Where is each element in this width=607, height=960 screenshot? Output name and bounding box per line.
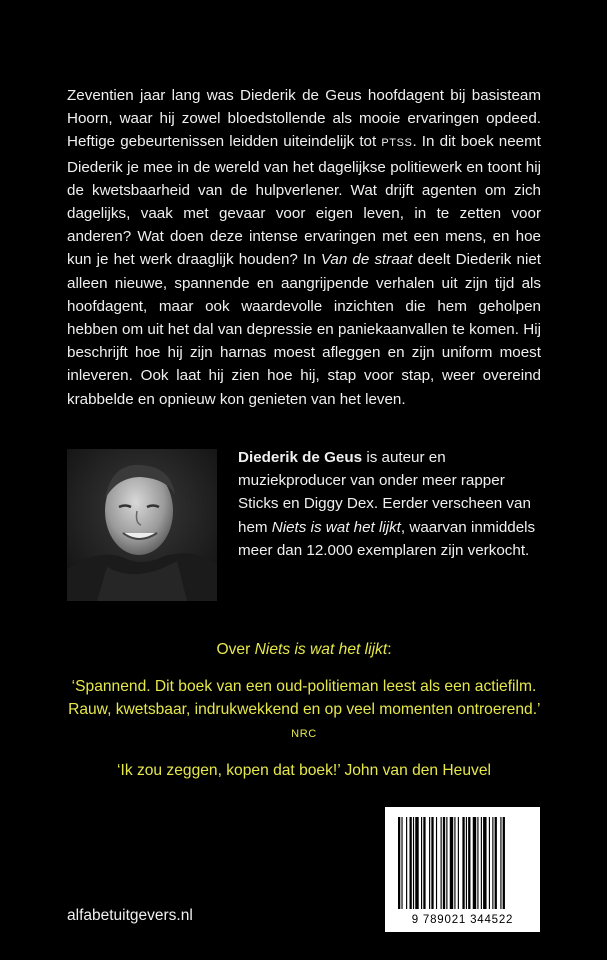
author-bio-text-1: is auteur en muziekproducer van onder meer rapper Sticks en Diggy Dex. Eerder verscheen van hem: [238, 449, 531, 536]
author-photo: [67, 449, 217, 601]
review-quote-nrc: ‘Spannend. Dit boek van een oud-politieman leest als een actiefilm. Rauw, kwetsbaar, indrukwekkend en op veel momenten ontroerend.’ NRC: [68, 678, 540, 740]
author-bio: [238, 446, 541, 562]
publisher-url: alfabetuitgevers.nl: [67, 907, 193, 924]
isbn-barcode: [385, 807, 540, 932]
isbn-digits: 9 789021 344522: [411, 914, 514, 926]
author-bio-text-2: , waarvan inmiddels meer dan 12.000 exemplaren zijn verkocht.: [238, 518, 536, 559]
author-name: Diederik de Geus: [238, 449, 363, 466]
blurb-ptss: PTSS: [381, 137, 413, 150]
reviews-heading-book-title: Niets is wat het lijkt: [254, 641, 388, 658]
reviews-heading: Over Niets is wat het lijkt:: [216, 641, 392, 658]
blurb-text-1: Zeventien jaar lang was Diederik de Geus hoofdagent bij basisteam Hoorn, waar hij zowel bloedstollende als mooie ervaringen opdeed. Heftige gebeurtenissen leidden uiteindelijk tot: [67, 87, 541, 151]
previous-book-title: Niets is wat het lijkt: [271, 518, 401, 536]
blurb-text-2: . In dit boek neemt Diederik je mee in de wereld van het dagelijkse politiewerk en toont hij de kwetsbaarheid van de hulpverlener. Wat drijft agenten om zich dagelijks, vaak met gevaar voor eigen leven, in te zetten voor anderen? Wat doen deze intense ervaringen met een mens, en hoe kun je het werk draaglijk houden? In: [67, 133, 541, 269]
blurb-text-3: deelt Diederik niet alleen nieuwe, spannende en aangrijpende verhalen uit zijn tijd als hoofdagent, maar ook waardevolle inzichten die hem geholpen hebben om uit het dal van depressie en paniekaanvallen te komen. Hij beschrijft hoe hij zijn harnas moest afleggen en zijn uniform moest inleveren. Ook laat hij zien hoe hij, stap voor stap, weer overeind krabbelde en opnieuw kon genieten van het leven.: [67, 251, 541, 408]
book-title-italic: Van de straat: [320, 251, 413, 269]
back-cover-blurb: [67, 84, 541, 411]
reviews-section: [67, 638, 541, 782]
review-source-nrc: NRC: [291, 728, 317, 740]
review-quote-heuvel: ‘Ik zou zeggen, kopen dat boek!’ John van den Heuvel: [117, 762, 491, 779]
